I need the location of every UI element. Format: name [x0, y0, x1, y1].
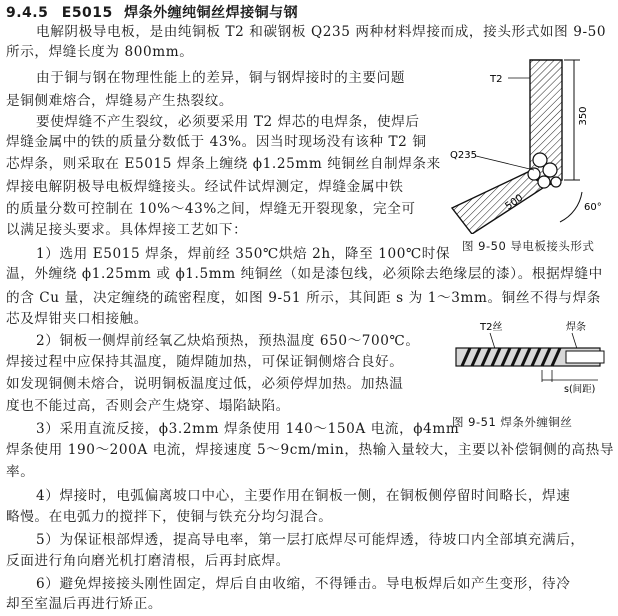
body-line: 6）避免焊接接头刚性固定，焊后自由收缩，不得锤击。导电板焊后如产生变形，待冷	[36, 576, 571, 592]
section-code: E5015	[61, 5, 113, 21]
body-line: 略慢。在电弧力的搅拌下，使铜与铁充分均匀混合。	[6, 509, 333, 525]
body-line: 4）焊接时，电弧偏离坡口中心，主要作用在铜板一侧，在铜板侧停留时间略长，焊速	[36, 488, 571, 504]
body-line: 电解阴极导电板，是由纯铜板 T2 和碳钢板 Q235 两种材料焊接而成，接头形式如图 9-50	[36, 24, 607, 40]
body-line: 是铜侧难熔合，焊缝易产生热裂纹。	[6, 93, 234, 109]
body-line: 焊接电解阴极导电板焊缝接头。经试件试焊测定，焊缝金属中铁	[6, 179, 404, 195]
angle-arc	[560, 192, 582, 222]
body-line: 芯及焊钳夹口相接触。	[6, 311, 148, 327]
body-line: 所示，焊缝长度为 800mm。	[6, 44, 194, 60]
body-line: 由于铜与钢在物理性能上的差异，铜与钢焊接时的主要问题	[36, 70, 406, 86]
label-spacing: s(间距)	[564, 384, 596, 395]
body-line: 焊缝金属中的铁的质量分数低于 43%。因当时现场没有该种 T2 铜	[6, 134, 427, 150]
body-line: 却至室温后再进行矫正。	[6, 596, 163, 612]
body-line: 焊接过程中应保持其温度，随焊随加热，可保证铜侧熔合良好。	[6, 354, 404, 370]
figure-9-51-caption: 图 9-51 焊条外缠铜丝	[452, 415, 573, 429]
body-line: 温，外缠绕 ϕ1.25mm 或 ϕ1.5mm 纯铜丝（如是漆包线，必须除去绝缘层的漆）。根据焊缝中	[6, 266, 603, 282]
label-t2: T2	[490, 74, 503, 85]
label-q235: Q235	[450, 150, 477, 161]
q235-steel-plate	[452, 172, 546, 234]
body-line: 3）采用直流反接，ϕ3.2mm 焊条使用 140～150A 电流，ϕ4mm	[36, 421, 460, 437]
figure-9-50-joint-diagram	[450, 58, 618, 234]
body-line: 1）选用 E5015 焊条，焊前经 350℃烘焙 2h，降至 100℃时保	[36, 246, 451, 262]
section-number: 9.4.5	[6, 5, 49, 21]
label-angle-60: 60°	[584, 202, 602, 213]
body-line: 度也不能过高，否则会产生烧穿、塌陷缺陷。	[6, 398, 290, 414]
body-line: 以满足接头要求。具体焊接工艺如下：	[6, 222, 248, 238]
electrode-bare-end	[566, 351, 604, 363]
label-electrode: 焊条	[566, 322, 586, 333]
figure-9-50-caption: 图 9-50 导电板接头形式	[462, 239, 595, 253]
figure-9-51-wrapped-electrode	[448, 318, 616, 398]
label-500: 500	[503, 192, 526, 213]
body-line: 要使焊缝不产生裂纹，必须要采用 T2 焊芯的电焊条，使焊后	[36, 114, 420, 130]
body-line: 的含 Cu 量，决定缠绕的疏密程度，如图 9-51 所示，其间距 s 为 1～3mm。铜丝不得与焊条	[6, 290, 601, 306]
body-line: 芯焊条，则采取在 E5015 焊条上缠绕 ϕ1.25mm 纯铜丝自制焊条来	[6, 156, 441, 172]
body-line: 的质量分数可控制在 10%～43%之间，焊缝无开裂现象，完全可	[6, 201, 416, 217]
body-line: 率。	[6, 464, 35, 480]
body-line: 5）为保证根部焊透，提高导电率，第一层打底焊尽可能焊透，待坡口内全部填充满后，	[36, 532, 585, 548]
label-350: 350	[578, 106, 589, 126]
body-line: 焊条使用 190～200A 电流，焊接速度 5～9cm/min，热输入量较大，主要以补偿铜侧的高热导	[6, 442, 615, 458]
body-line: 反面进行角向磨光机打磨清根，后再封底焊。	[6, 553, 290, 569]
section-title: 焊条外缠纯铜丝焊接铜与钢	[124, 5, 299, 21]
section-heading	[6, 2, 298, 22]
label-t2-wire: T2丝	[480, 322, 503, 333]
body-line: 如发现铜侧未熔合，说明铜板温度过低，必须停焊加热。加热温	[6, 376, 404, 392]
body-line: 2）铜板一侧焊前经氧乙炔焰预热，预热温度 650～700℃。	[36, 333, 420, 349]
